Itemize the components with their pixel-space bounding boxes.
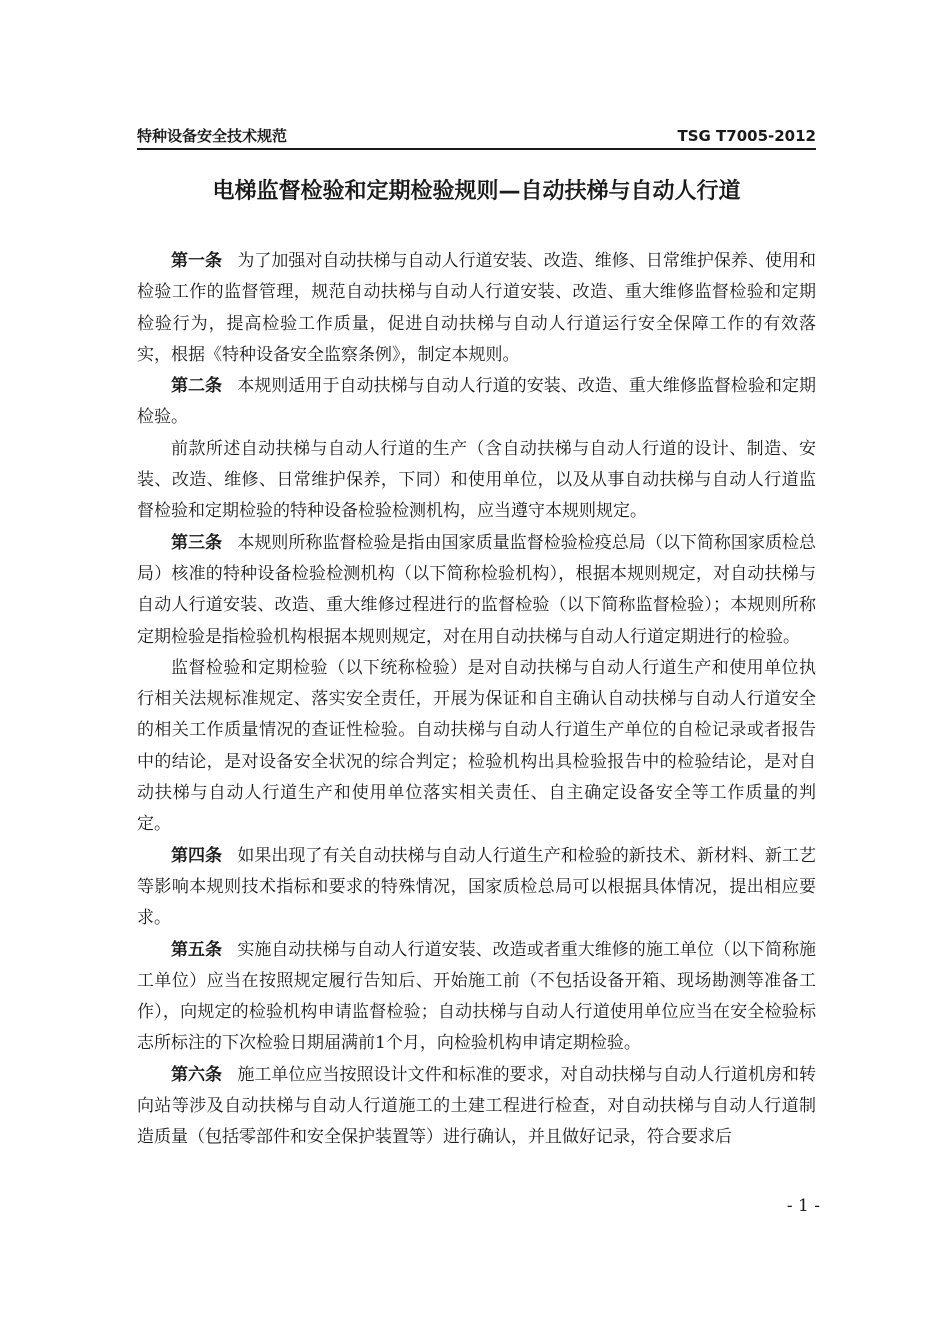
paragraph-text: 前款所述自动扶梯与自动人行道的生产（含自动扶梯与自动人行道的设计、制造、安装、改造、维修、日常维护保养，下同）和使用单位，以及从事自动扶梯与自动人行道监督检验和定期检验的特种设备检验检测机构，应当遵守本规则规定。 [137, 438, 816, 522]
article-number: 第三条 [171, 532, 223, 553]
header-standard-code: TSG T7005-2012 [677, 127, 816, 145]
paragraph [137, 653, 816, 841]
paragraph-text: 施工单位应当按照设计文件和标准的要求，对自动扶梯与自动人行道机房和转向站等涉及自动扶梯与自动人行道施工的土建工程进行检查，对自动扶梯与自动人行道制造质量（包括零部件和安全保护装置等）进行确认，并且做好记录，符合要求后 [137, 1064, 817, 1148]
paragraph [137, 371, 816, 434]
running-header [137, 124, 816, 148]
paragraph-text: 为了加强对自动扶梯与自动人行道安装、改造、维修、日常维护保养、使用和检验工作的监督管理，规范自动扶梯与自动人行道安装、改造、重大维修监督检验和定期检验行为，提高检验工作质量，促进自动扶梯与自动人行道运行安全保障工作的有效落实，根据《特种设备安全监察条例》，制定本规则。 [137, 251, 817, 365]
paragraph [137, 434, 816, 528]
header-series-title: 特种设备安全技术规范 [137, 127, 288, 145]
paragraph-text: 如果出现了有关自动扶梯与自动人行道生产和检验的新技术、新材料、新工艺等影响本规则技术指标和要求的特殊情况，国家质检总局可以根据具体情况，提出相应要求。 [137, 845, 817, 929]
paragraph-text: 监督检验和定期检验（以下统称检验）是对自动扶梯与自动人行道生产和使用单位执行相关法规标准规定、落实安全责任，开展为保证和自主确认自动扶梯与自动人行道安全的相关工作质量情况的查证性检验。自动扶梯与自动人行道生产单位的自检记录或者报告中的结论，是对设备安全状况的综合判定；检验机构出具检验报告中的检验结论，是对自动扶梯与自动人行道生产和使用单位落实相关责任、自主确定设备安全等工作质量的判定。 [137, 657, 816, 835]
paragraph [137, 246, 816, 371]
paragraph-text: 本规则适用于自动扶梯与自动人行道的安装、改造、重大维修监督检验和定期检验。 [137, 376, 817, 428]
paragraph [137, 1060, 816, 1154]
article-number: 第四条 [171, 845, 223, 866]
paragraph [137, 935, 816, 1060]
paragraph-text: 实施自动扶梯与自动人行道安装、改造或者重大维修的施工单位（以下简称施工单位）应当在按照规定履行告知后、开始施工前（不包括设备开箱、现场勘测等准备工作），向规定的检验机构申请监督检验；自动扶梯与自动人行道使用单位应当在安全检验标志所标注的下次检验日期届满前1个月，向检验机构申请定期检验。 [137, 939, 817, 1054]
article-number: 第二条 [171, 376, 223, 397]
paragraph [137, 528, 816, 653]
document-body [137, 246, 816, 1154]
page-number: - 1 - [786, 1196, 820, 1216]
article-number: 第一条 [171, 251, 223, 271]
article-number: 第五条 [171, 939, 223, 960]
document-title: 电梯监督检验和定期检验规则—自动扶梯与自动人行道 [212, 179, 741, 204]
paragraph-text: 本规则所称监督检验是指由国家质量监督检验检疫总局（以下简称国家质检总局）核准的特种设备检验检测机构（以下简称检验机构），根据本规则规定，对自动扶梯与自动人行道安装、改造、重大维修过程进行的监督检验（以下简称监督检验）；本规则所称定期检验是指检验机构根据本规则规定，对在用自动扶梯与自动人行道定期进行的检验。 [137, 532, 817, 647]
article-number: 第六条 [171, 1064, 223, 1085]
header-rule [137, 148, 816, 150]
paragraph [137, 841, 816, 935]
